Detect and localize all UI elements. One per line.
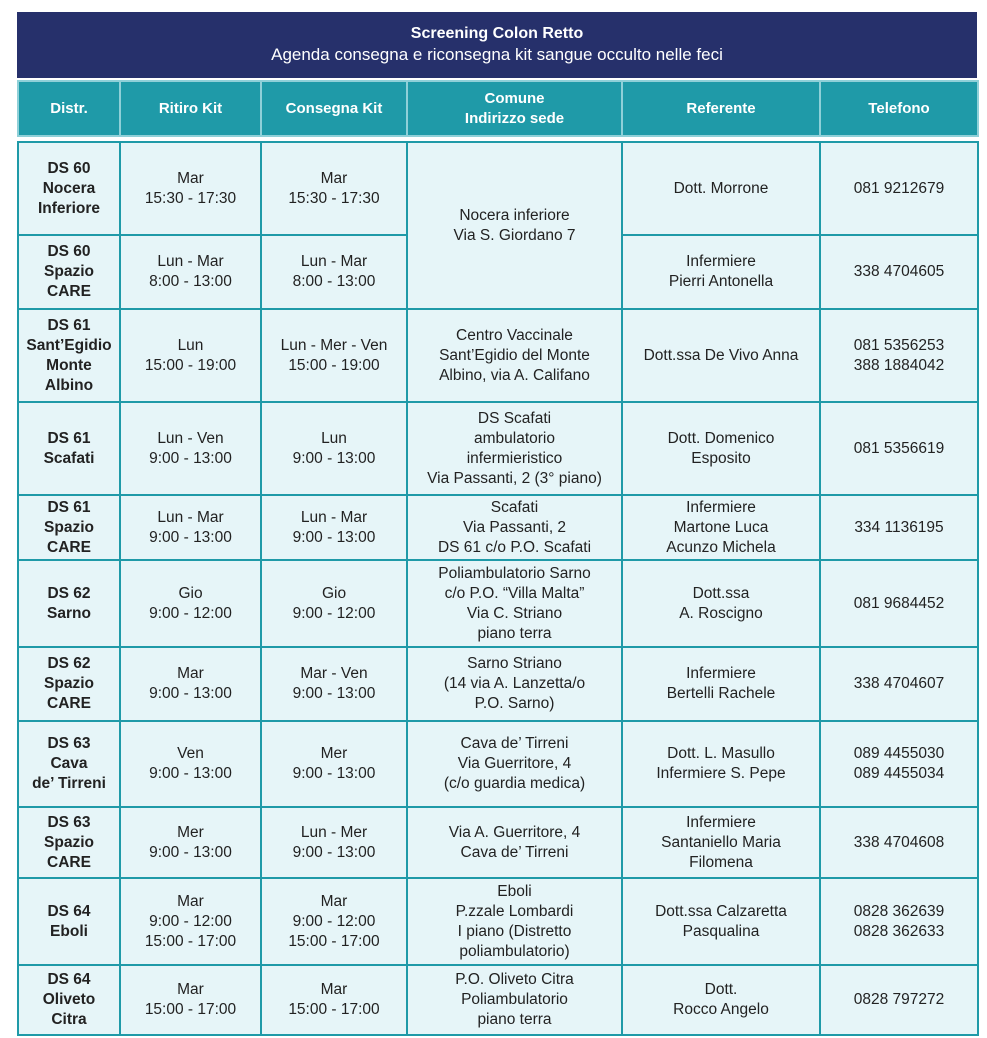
cell-referente: Dott. Rocco Angelo	[622, 965, 820, 1035]
schedule-document	[17, 12, 977, 1036]
table-row	[18, 402, 978, 495]
cell-ritiro: Mar 9:00 - 12:00 15:00 - 17:00	[120, 878, 261, 965]
cell-referente: Dott.ssa A. Roscigno	[622, 560, 820, 647]
cell-telefono: 334 1136195	[820, 495, 978, 560]
cell-consegna: Lun - Mar 8:00 - 13:00	[261, 235, 407, 309]
cell-distr: DS 60 Spazio CARE	[18, 235, 120, 309]
cell-ritiro: Lun - Mar 9:00 - 13:00	[120, 495, 261, 560]
cell-telefono: 338 4704608	[820, 807, 978, 878]
cell-distr: DS 61 Scafati	[18, 402, 120, 495]
cell-telefono: 081 9212679	[820, 142, 978, 235]
cell-distr: DS 64 Eboli	[18, 878, 120, 965]
cell-distr: DS 61 Sant’Egidio Monte Albino	[18, 309, 120, 402]
cell-comune: Centro Vaccinale Sant’Egidio del Monte Albino, via A. Califano	[407, 309, 622, 402]
cell-comune: Sarno Striano (14 via A. Lanzetta/o P.O. Sarno)	[407, 647, 622, 721]
cell-consegna: Gio 9:00 - 12:00	[261, 560, 407, 647]
table-row	[18, 878, 978, 965]
cell-referente: Infermiere Santaniello Maria Filomena	[622, 807, 820, 878]
table-row	[18, 560, 978, 647]
cell-consegna: Mar 15:30 - 17:30	[261, 142, 407, 235]
cell-comune: P.O. Oliveto Citra Poliambulatorio piano terra	[407, 965, 622, 1035]
cell-comune: Nocera inferiore Via S. Giordano 7	[407, 142, 622, 309]
cell-referente: Dott.ssa Calzaretta Pasqualina	[622, 878, 820, 965]
cell-ritiro: Gio 9:00 - 12:00	[120, 560, 261, 647]
table-row	[18, 495, 978, 560]
cell-telefono: 0828 362639 0828 362633	[820, 878, 978, 965]
cell-telefono: 0828 797272	[820, 965, 978, 1035]
cell-ritiro: Mar 9:00 - 13:00	[120, 647, 261, 721]
cell-ritiro: Lun - Mar 8:00 - 13:00	[120, 235, 261, 309]
cell-comune: Scafati Via Passanti, 2 DS 61 c/o P.O. Scafati	[407, 495, 622, 560]
cell-telefono: 081 9684452	[820, 560, 978, 647]
cell-referente: Infermiere Pierri Antonella	[622, 235, 820, 309]
document-subtitle: Agenda consegna e riconsegna kit sangue occulto nelle feci	[271, 45, 723, 64]
cell-consegna: Mer 9:00 - 13:00	[261, 721, 407, 807]
cell-distr: DS 62 Spazio CARE	[18, 647, 120, 721]
cell-consegna: Lun - Mer 9:00 - 13:00	[261, 807, 407, 878]
cell-referente: Dott. L. Masullo Infermiere S. Pepe	[622, 721, 820, 807]
cell-referente: Dott.ssa De Vivo Anna	[622, 309, 820, 402]
cell-comune: Cava de’ Tirreni Via Guerritore, 4 (c/o guardia medica)	[407, 721, 622, 807]
cell-distr: DS 62 Sarno	[18, 560, 120, 647]
document-title: Screening Colon Retto	[410, 25, 584, 42]
cell-telefono: 089 4455030 089 4455034	[820, 721, 978, 807]
header-comune: Comune Indirizzo sede	[407, 81, 622, 136]
cell-ritiro: Ven 9:00 - 13:00	[120, 721, 261, 807]
table-row	[18, 807, 978, 878]
header-referente: Referente	[622, 81, 820, 136]
cell-consegna: Mar - Ven 9:00 - 13:00	[261, 647, 407, 721]
cell-comune: DS Scafati ambulatorio infermieristico Via Passanti, 2 (3° piano)	[407, 402, 622, 495]
table-row	[18, 142, 978, 235]
header-telefono: Telefono	[820, 81, 978, 136]
header-row	[18, 81, 978, 136]
cell-comune: Via A. Guerritore, 4 Cava de’ Tirreni	[407, 807, 622, 878]
cell-distr: DS 63 Cava de’ Tirreni	[18, 721, 120, 807]
cell-ritiro: Lun 15:00 - 19:00	[120, 309, 261, 402]
cell-referente: Dott. Domenico Esposito	[622, 402, 820, 495]
cell-distr: DS 64 Oliveto Citra	[18, 965, 120, 1035]
table-row	[18, 309, 978, 402]
cell-referente: Infermiere Martone Luca Acunzo Michela	[622, 495, 820, 560]
cell-distr: DS 60 Nocera Inferiore	[18, 142, 120, 235]
cell-referente: Infermiere Bertelli Rachele	[622, 647, 820, 721]
cell-comune: Poliambulatorio Sarno c/o P.O. “Villa Malta” Via C. Striano piano terra	[407, 560, 622, 647]
cell-ritiro: Mar 15:30 - 17:30	[120, 142, 261, 235]
cell-ritiro: Mer 9:00 - 13:00	[120, 807, 261, 878]
header-ritiro: Ritiro Kit	[120, 81, 261, 136]
header-distr: Distr.	[18, 81, 120, 136]
cell-telefono: 338 4704605	[820, 235, 978, 309]
schedule-table	[17, 80, 979, 1036]
title-bar	[17, 12, 977, 80]
table-row	[18, 965, 978, 1035]
cell-ritiro: Lun - Ven 9:00 - 13:00	[120, 402, 261, 495]
cell-telefono: 338 4704607	[820, 647, 978, 721]
cell-telefono: 081 5356253 388 1884042	[820, 309, 978, 402]
cell-referente: Dott. Morrone	[622, 142, 820, 235]
cell-comune: Eboli P.zzale Lombardi I piano (Distretto poliambulatorio)	[407, 878, 622, 965]
cell-consegna: Lun - Mer - Ven 15:00 - 19:00	[261, 309, 407, 402]
cell-distr: DS 61 Spazio CARE	[18, 495, 120, 560]
cell-telefono: 081 5356619	[820, 402, 978, 495]
table-row	[18, 647, 978, 721]
cell-consegna: Lun - Mar 9:00 - 13:00	[261, 495, 407, 560]
cell-ritiro: Mar 15:00 - 17:00	[120, 965, 261, 1035]
cell-consegna: Mar 15:00 - 17:00	[261, 965, 407, 1035]
cell-distr: DS 63 Spazio CARE	[18, 807, 120, 878]
header-consegna: Consegna Kit	[261, 81, 407, 136]
cell-consegna: Lun 9:00 - 13:00	[261, 402, 407, 495]
table-row	[18, 721, 978, 807]
cell-consegna: Mar 9:00 - 12:00 15:00 - 17:00	[261, 878, 407, 965]
